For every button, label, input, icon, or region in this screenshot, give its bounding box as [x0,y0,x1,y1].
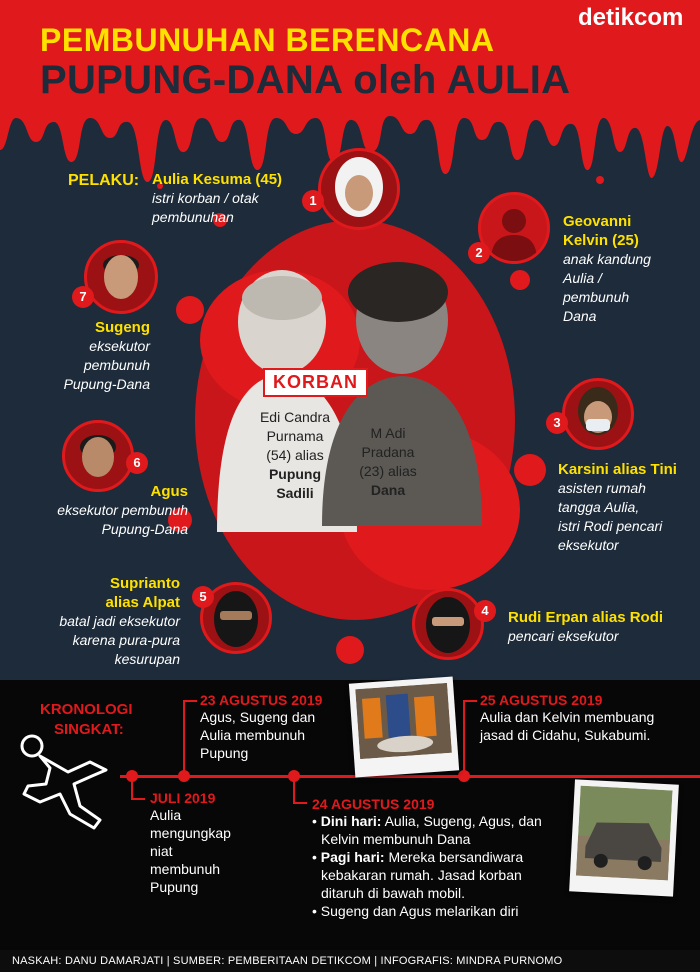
perpetrator-desc: kesurupan [114,651,180,667]
perpetrator-desc: asisten rumah [558,480,646,496]
face-icon [87,243,155,311]
event-text: Aulia membunuh [200,727,306,743]
perpetrator-desc: Pupung-Dana [101,521,188,537]
event-text: niat [150,843,173,859]
perpetrator-7-number: 7 [72,286,94,308]
burned-car-image [576,786,673,881]
footer-credits: NASKAH: DANU DAMARJATI | SUMBER: PEMBERITAAN DETIKCOM | INFOGRAFIS: MINDRA PURNOMO [0,950,700,972]
event-25-agustus-2019 [480,692,695,744]
title-line-1: PEMBUNUHAN BERENCANA [40,22,495,58]
perpetrator-7-info [20,318,150,394]
detikcom-logo: detikcom [578,4,684,31]
perpetrator-desc: pembunuh [83,357,150,373]
event-item-text: Aulia, Sugeng, Agus, dan [381,813,542,829]
event-item-text: Mereka bersandiwara [384,849,524,865]
perpetrator-1-photo [318,148,400,230]
event-text: membunuh [150,861,221,877]
event-item-label: Pagi hari: [320,849,385,865]
victim-caption-line: M Adi [370,425,406,441]
event-date: 25 AGUSTUS 2019 [480,692,603,708]
person-silhouette-icon [481,195,547,261]
perpetrator-desc: pencari eksekutor [508,628,619,644]
body-outline-icon [10,722,120,832]
timeline-axis [120,775,700,778]
perpetrator-desc: istri korban / otak [152,190,259,206]
event-text: mengungkap [150,825,231,841]
victim-caption-line: Edi Candra [259,409,331,425]
timeline-connector [463,700,465,772]
event-text: Aulia dan Kelvin membuang [480,709,655,725]
kronologi-label-line: KRONOLOGI [40,701,133,718]
perpetrator-3-number: 3 [546,412,568,434]
perpetrator-name: Kelvin (25) [563,232,639,249]
perpetrator-desc: eksekutor [89,338,150,354]
pelaku-label: PELAKU: [68,172,140,189]
victim-caption-line: (23) alias [359,463,417,479]
event-date: 23 AGUSTUS 2019 [200,692,323,708]
victim-caption-line: (54) alias [266,447,324,463]
event-24-agustus-2019 [312,796,572,920]
perpetrator-desc: pembunuh [563,289,630,305]
perpetrator-6-number: 6 [126,452,148,474]
perpetrator-2-number: 2 [468,242,490,264]
timeline-connector [463,700,477,702]
timeline-connector [293,778,295,804]
timeline-connector [131,778,133,800]
event-juli-2019 [150,790,280,896]
perpetrator-4-number: 4 [474,600,496,622]
perpetrator-name: Karsini alias Tini [558,461,677,478]
event-23-agustus-2019 [200,692,350,762]
perpetrator-desc: batal jadi eksekutor [59,613,180,629]
perpetrator-desc: karena pura-pura [72,632,180,648]
event-text: Agus, Sugeng dan [200,709,316,725]
perpetrator-desc: Pupung-Dana [63,376,150,392]
perpetrator-1-number: 1 [302,190,324,212]
event-item-text: Sugeng dan Agus melarikan diri [320,903,519,919]
korban-label: KORBAN [263,368,368,397]
victim-alias: Sadili [276,485,314,501]
perpetrator-name: Rudi Erpan alias Rodi [508,609,664,626]
face-icon [65,423,131,489]
perpetrator-desc: pembunuhan [152,209,234,225]
kronologi-label-line: SINGKAT: [54,721,124,738]
title-line-2: PUPUNG-DANA oleh AULIA [40,58,571,102]
timeline-connector [293,802,307,804]
perpetrator-desc: istri Rodi pencari [558,518,663,534]
perpetrator-desc: Aulia / [563,270,602,286]
perpetrator-name: Geovanni [563,213,632,230]
event-text: Aulia [150,807,182,823]
police-scene-image [355,683,452,759]
face-icon [321,151,397,227]
victim-pupung-caption [240,408,350,503]
burned-car-photo [569,779,679,896]
perpetrator-name: Agus [150,483,188,500]
victim-alias: Dana [370,482,406,498]
perpetrator-6-info [28,482,188,539]
perpetrator-desc: eksekutor [558,537,619,553]
perpetrator-4-photo [412,588,484,660]
timeline-connector [131,798,145,800]
event-item-text: Kelvin membunuh Dana [321,831,471,847]
perpetrator-desc: anak kandung [563,251,651,267]
timeline-connector [183,700,197,702]
event-item-escape: • Sugeng dan Agus melarikan diri [312,903,519,919]
victim-caption-line: Pradana [361,444,415,460]
perpetrator-3-info [558,460,698,555]
victim-caption-line: Purnama [266,428,324,444]
perpetrator-name: Aulia Kesuma (45) [152,171,283,188]
perpetrator-1-info [152,170,312,227]
perpetrator-3-photo [562,378,634,450]
event-item-label: Dini hari: [320,813,382,829]
event-text: Pupung [150,879,199,895]
perpetrator-desc: eksekutor pembunuh [57,502,188,518]
perpetrator-4-info [508,608,698,646]
perpetrator-name: alias Alpat [105,594,180,611]
victim-alias: Pupung [268,466,322,482]
event-item-text: ditaruh di bawah mobil. [321,885,465,901]
event-text: Pupung [200,745,249,761]
balaclava-face-icon [415,591,481,657]
event-item-dini-hari: • Dini hari: Aulia, Sugeng, Agus, dan [312,813,542,829]
perpetrator-name: Suprianto [110,575,180,592]
event-text: jasad di Cidahu, Sukabumi. [480,727,651,743]
perpetrator-desc: Dana [563,308,597,324]
perpetrator-5-info [20,574,180,669]
event-date: JULI 2019 [150,790,216,806]
face-icon [565,381,631,447]
perpetrator-5-number: 5 [192,586,214,608]
perpetrator-name: Sugeng [95,319,150,336]
event-item-pagi-hari: • Pagi hari: Mereka bersandiwara [312,849,524,865]
perpetrator-2-info [563,212,693,326]
event-item-text: kebakaran rumah. Jasad korban [321,867,522,883]
crime-scene-photo [349,676,459,777]
perpetrator-7-photo [84,240,158,314]
event-date: 24 AGUSTUS 2019 [312,796,435,812]
victim-dana-caption [338,424,438,500]
perpetrator-desc: tangga Aulia, [558,499,640,515]
timeline-connector [183,700,185,772]
